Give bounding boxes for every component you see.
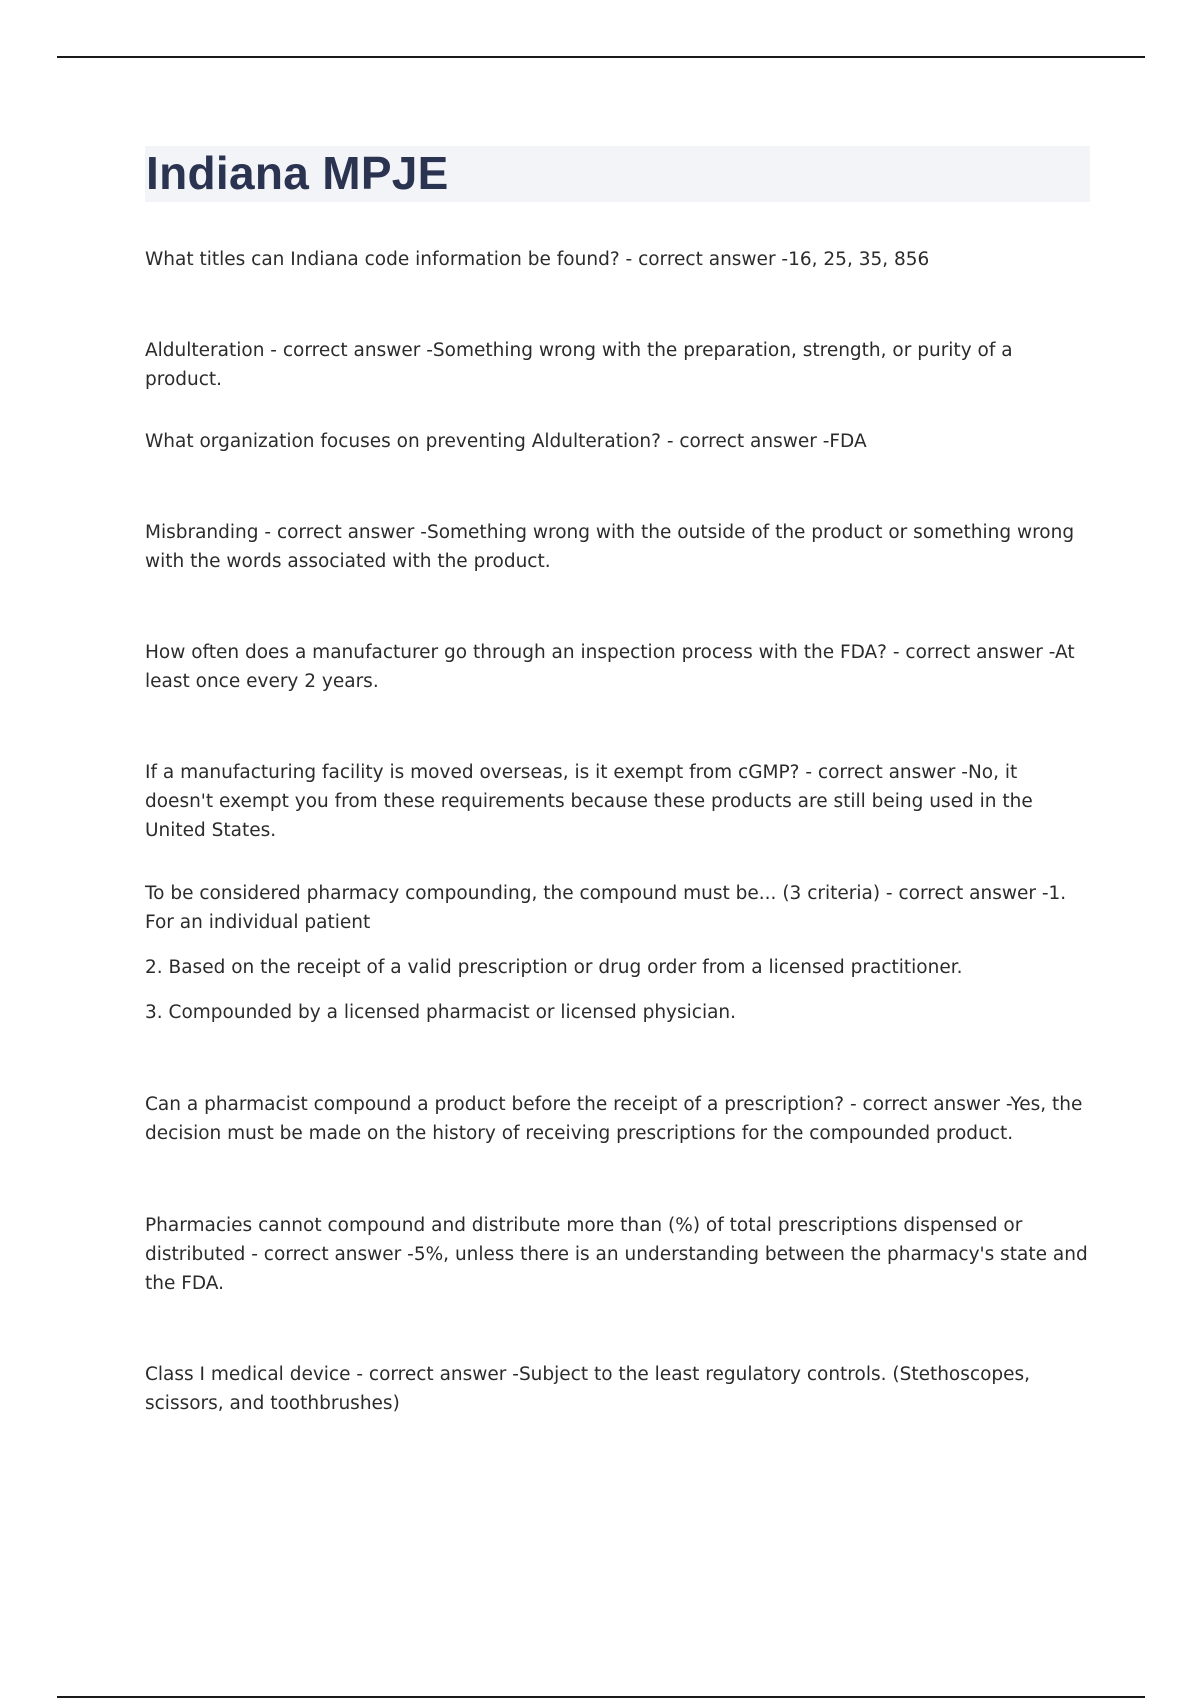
qa-entry-6 [145,758,1090,845]
qa-text: To be considered pharmacy compounding, the compound must be... (3 criteria) - correct answer -1. For an individual patient [145,883,1067,933]
qa-text: Pharmacies cannot compound and distribute more than (%) of total prescriptions dispensed or distributed - correct answer -5%, unless there is an understanding between the pharmacy's state and the FDA. [145,1215,1088,1294]
header-rule [57,56,1145,58]
qa-entry-5 [145,638,1090,696]
qa-text: If a manufacturing facility is moved overseas, is it exempt from cGMP? - correct answer -No, it doesn't exempt you from these requirements because these products are still being used in the United States. [145,762,1033,841]
footer-rule [57,1696,1145,1698]
document-title: Indiana MPJE [146,147,449,199]
qa-entry-10 [145,1360,1090,1418]
qa-entry-1 [145,245,1090,274]
qa-entry-9 [145,1211,1090,1298]
qa-text: Class I medical device - correct answer -Subject to the least regulatory controls. (Stethoscopes, scissors, and toothbrushes) [145,1364,1031,1414]
qa-entry-7 [145,879,1090,1027]
qa-entry-4 [145,518,1090,576]
qa-entry-2 [145,336,1090,394]
qa-text: 3. Compounded by a licensed pharmacist or licensed physician. [145,1002,737,1023]
qa-entry-8 [145,1090,1090,1148]
qa-text: What titles can Indiana code information be found? - correct answer -16, 25, 35, 856 [145,249,930,270]
qa-text: What organization focuses on preventing Aldulteration? - correct answer -FDA [145,431,867,452]
qa-text: Misbranding - correct answer -Something wrong with the outside of the product or something wrong with the words associated with the product. [145,522,1075,572]
qa-text: How often does a manufacturer go through an inspection process with the FDA? - correct answer -At least once every 2 years. [145,642,1075,692]
qa-text: Can a pharmacist compound a product before the receipt of a prescription? - correct answer -Yes, the decision must be made on the history of receiving prescriptions for the compounded product. [145,1094,1083,1144]
qa-text: Aldulteration - correct answer -Something wrong with the preparation, strength, or purity of a product. [145,340,1013,390]
qa-text: 2. Based on the receipt of a valid prescription or drug order from a licensed practitioner. [145,957,963,978]
qa-entry-3 [145,427,1090,456]
